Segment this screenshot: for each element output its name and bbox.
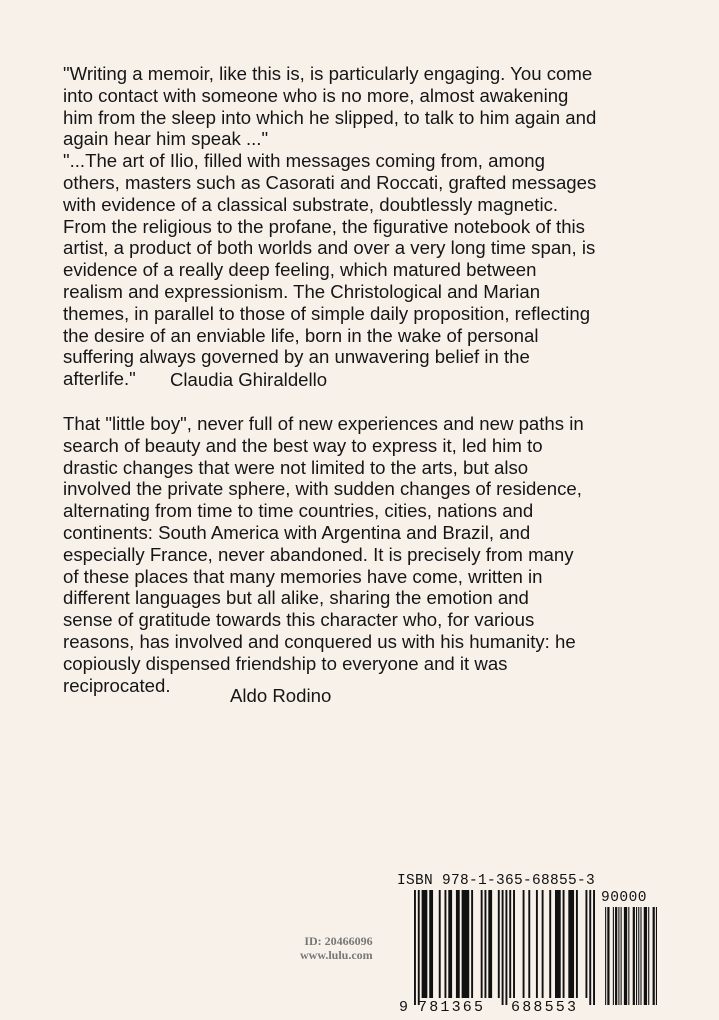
quote-line: search of beauty and the best way to express it, led him to: [63, 434, 543, 456]
barcode-bar: [568, 890, 574, 998]
addon-bar: [653, 907, 655, 1005]
quote-line: drastic changes that were not limited to the arts, but also: [63, 456, 529, 478]
quote-block-2: [63, 413, 663, 696]
ean-first-digit: 9: [399, 999, 409, 1016]
publisher-url: www.lulu.com: [300, 948, 373, 962]
barcode-bar: [549, 890, 551, 998]
addon-bar: [648, 907, 649, 1005]
barcode-bar: [542, 890, 544, 998]
barcode-bar: [555, 890, 561, 998]
barcode-guard-bar: [589, 890, 591, 1005]
quote-line: That "little boy", never full of new experiences and new paths in: [63, 413, 584, 434]
quote-line: reciprocated.: [63, 674, 171, 696]
barcode-bar: [462, 890, 470, 998]
addon-bar: [605, 907, 606, 1005]
quote-line: the desire of an enviable life, born in the wake of personal: [63, 324, 539, 346]
signature-aldo-rodino: Aldo Rodino: [230, 685, 332, 706]
barcode-bar: [456, 890, 460, 998]
quote-line: continents: South America with Argentina and Brazil, and: [63, 521, 531, 543]
barcode-bar: [528, 890, 530, 998]
barcode-bar: [429, 890, 433, 998]
ean-right-digits: 688553: [511, 999, 579, 1016]
addon-bar: [636, 907, 637, 1005]
barcode-bar: [444, 890, 446, 998]
addon-bar: [638, 907, 639, 1005]
barcode-bar: [484, 890, 486, 998]
barcode-guard-bar: [593, 890, 595, 1005]
barcode-bar: [523, 890, 525, 998]
publisher-info: [300, 934, 373, 962]
quote-line: "...The art of Ilio, filled with messages coming from, among: [63, 150, 545, 172]
barcode-bar: [448, 890, 452, 998]
quote-line: artist, a product of both worlds and over a very long time span, is: [63, 237, 596, 259]
barcode-guard-bar: [505, 890, 507, 1005]
addon-bar: [656, 907, 657, 1005]
addon-bar: [613, 907, 614, 1005]
isbn-barcode: [414, 890, 595, 1005]
quote-line: reasons, has involved and conquered us with his humanity: he: [63, 630, 576, 652]
publisher-id: ID: 20466096: [304, 934, 373, 948]
quote-line: sense of gratitude towards this character who, for various: [63, 609, 535, 631]
quote-line: themes, in parallel to those of simple daily proposition, reflecting: [63, 302, 591, 324]
addon-bar: [607, 907, 609, 1005]
quote-line: alternating from time to time countries, cities, nations and: [63, 500, 534, 522]
barcode-bar: [513, 890, 515, 998]
barcode-bar: [576, 890, 578, 998]
quote-line: especially France, never abandoned. It is precisely from many: [63, 543, 574, 565]
ean-left-digits: 781365: [418, 999, 486, 1016]
quote-line: afterlife.": [63, 368, 136, 390]
quote-block-1: [63, 63, 663, 390]
barcode-bar: [509, 890, 511, 998]
quote-line: involved the private sphere, with sudden changes of residence,: [63, 478, 582, 500]
quote-line: From the religious to the profane, the figurative notebook of this: [63, 215, 585, 237]
addon-bar: [628, 907, 629, 1005]
barcode-bar: [439, 890, 441, 998]
quote-line: him from the sleep into which he slipped, to talk to him again and: [63, 106, 597, 128]
addon-bar: [621, 907, 622, 1005]
barcode-bar: [422, 890, 428, 998]
quote-line: again hear him speak ...": [63, 128, 269, 150]
barcode-bar: [563, 890, 565, 998]
isbn-label: ISBN 978-1-365-68855-3: [397, 873, 596, 889]
signature-claudia-ghiraldello: Claudia Ghiraldello: [170, 369, 328, 390]
quote-line: copiously dispensed friendship to everyone and it was: [63, 652, 508, 674]
barcode-bar: [585, 890, 587, 998]
addon-bar: [618, 907, 619, 1005]
price-addon-barcode: [604, 907, 657, 1005]
barcode-guard-bar: [418, 890, 420, 1005]
addon-bar: [633, 907, 635, 1005]
quote-line: evidence of a really deep feeling, which matured between: [63, 259, 537, 281]
quote-line: realism and expressionism. The Christological and Marian: [63, 280, 541, 302]
addon-bar: [644, 907, 647, 1005]
price-code: 90000: [601, 890, 648, 906]
barcode-guard-bar: [414, 890, 416, 1005]
barcode-bar: [498, 890, 500, 998]
barcode-bar: [481, 890, 483, 998]
barcode-guard-bar: [502, 890, 504, 1005]
quote-line: different languages but all alike, sharing the emotion and: [63, 587, 529, 609]
barcode-bar: [536, 890, 538, 998]
barcode-bar: [488, 890, 492, 998]
quote-line: of these places that many memories have come, written in: [63, 565, 543, 587]
quote-line: "Writing a memoir, like this is, is particularly engaging. You come: [63, 63, 593, 84]
quote-line: suffering always governed by an unwavering belief in the: [63, 346, 530, 368]
addon-bar: [640, 907, 641, 1005]
quote-line: into contact with someone who is no more, almost awakening: [63, 84, 569, 106]
quote-line: with evidence of a classical substrate, doubtlessly magnetic.: [63, 193, 559, 215]
quote-line: others, masters such as Casorati and Roccati, grafted messages: [63, 171, 597, 193]
barcode-bar: [471, 890, 473, 998]
addon-bar: [615, 907, 617, 1005]
addon-bar: [624, 907, 627, 1005]
